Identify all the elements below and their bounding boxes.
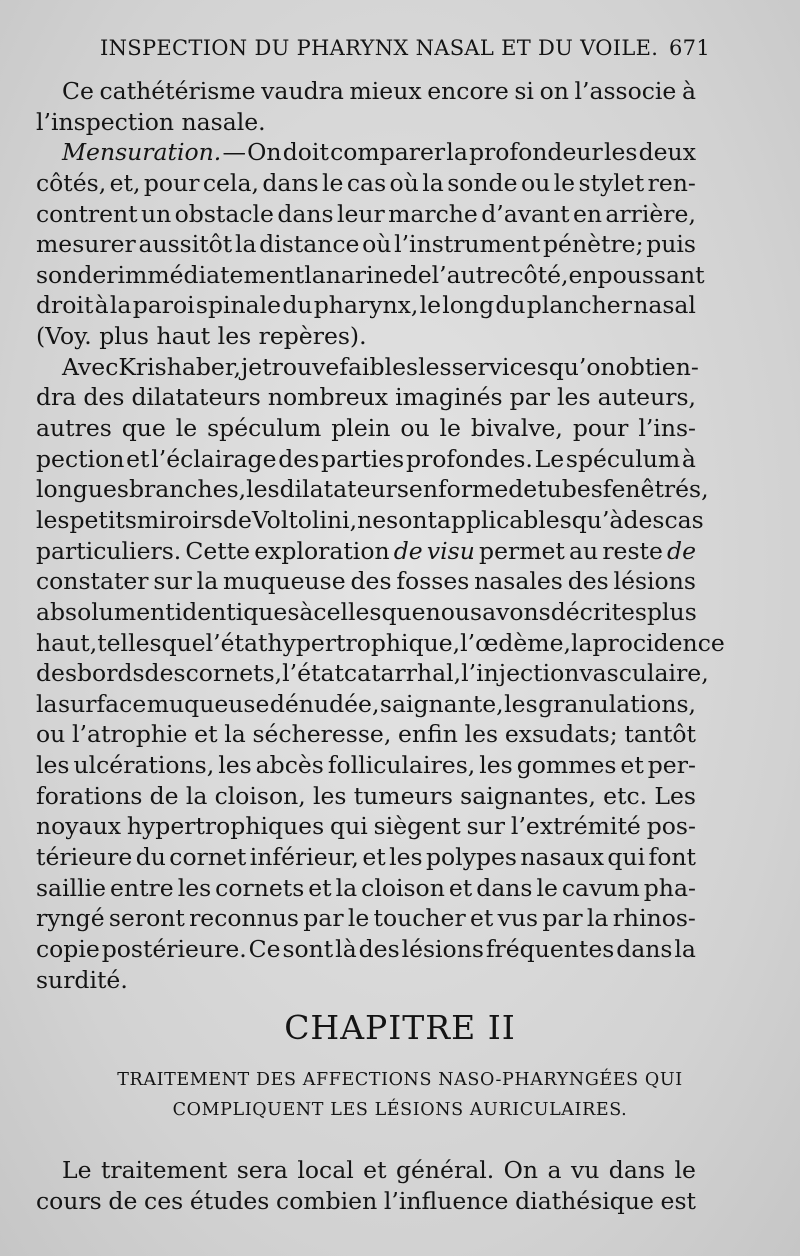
body-line: Ce cathétérisme vaudra mieux encore si on l’associe à [62,77,696,105]
tail-line: Le traitement sera local et général. On a vu dans le [62,1156,696,1184]
body-line: pection et l’éclairage des parties profondes. Le spéculum à [36,444,696,473]
body-line: absolument identiques à celles que nous avons décrites plus [36,597,697,626]
body-line: constater sur la muqueuse des fosses nasales des lésions [36,567,696,596]
body-line: des bords des cornets, l’état catarrhal, l’injection vasculaire, [36,659,709,688]
body-line: droit à la paroi spinale du pharynx, le long du plancher nasal [36,291,696,320]
body-line: copie postérieure. Ce sont là des lésions fréquentes dans la [36,934,696,963]
body-line: les petits miroirs de Voltolini, ne sont applicables qu’à des cas [36,505,704,534]
body-line: côtés, et, pour cela, dans le cas où la sonde ou le stylet ren- [36,168,696,197]
body-line: contrent un obstacle dans leur marche d’avant en arrière, [36,199,696,228]
body-text [36,76,725,995]
chapter-title: CHAPITRE II [284,1008,516,1047]
body-line: sonder immédiatement la narine de l’autre côté, en poussant [36,260,705,289]
chapter-subtitle-line-1: TRAITEMENT DES AFFECTIONS NASO-PHARYNGÉES QUI [117,1070,683,1090]
body-line: les ulcérations, les abcès folliculaires, les gommes et per- [36,751,696,780]
body-line: noyaux hypertrophiques qui siègent sur l’extrémité pos- [36,812,696,841]
body-line: l’inspection nasale. [36,107,266,136]
body-line: particuliers. Cette exploration de visu permet au reste de [36,536,696,565]
body-line: haut, telles que l’état hypertrophique, l’œdème, la procidence [36,628,725,657]
body-line: saillie entre les cornets et la cloison et dans le cavum pha- [36,873,696,902]
body-line: longues branches, les dilatateurs en forme de tubes fenêtrés, [36,475,709,504]
tail-line: cours de ces études combien l’influence diathésique est [36,1186,696,1215]
chapter-subtitle-line-2: COMPLIQUENT LES LÉSIONS AURICULAIRES. [172,1100,628,1120]
body-line: forations de la cloison, les tumeurs saignantes, etc. Les [36,781,696,810]
running-header [100,36,710,60]
body-line: (Voy. plus haut les repères). [36,322,367,351]
body-line: ou l’atrophie et la sécheresse, enfin les exsudats; tantôt [36,720,696,749]
body-line: Avec Krishaber, je trouve faibles les services qu’on obtien- [62,352,699,381]
body-line: ryngé seront reconnus par le toucher et vus par la rhinos- [36,904,696,933]
body-line: térieure du cornet inférieur, et les polypes nasaux qui font [36,843,696,872]
page-number: 671 [669,36,710,60]
body-line: dra des dilatateurs nombreux imaginés par les auteurs, [36,383,696,412]
body-line: surdité. [36,965,128,994]
body-line: Mensuration. — On doit comparer la profondeur les deux [62,138,696,167]
body-line: la surface muqueuse dénudée, saignante, les granulations, [36,689,696,718]
running-header-title: INSPECTION DU PHARYNX NASAL ET DU VOILE. [100,36,659,60]
body-line: autres que le spéculum plein ou le bivalve, pour l’ins- [36,414,696,443]
body-line: mesurer aussitôt la distance où l’instrument pénètre; puis [36,230,696,259]
chapter-opening-text [36,1155,696,1216]
